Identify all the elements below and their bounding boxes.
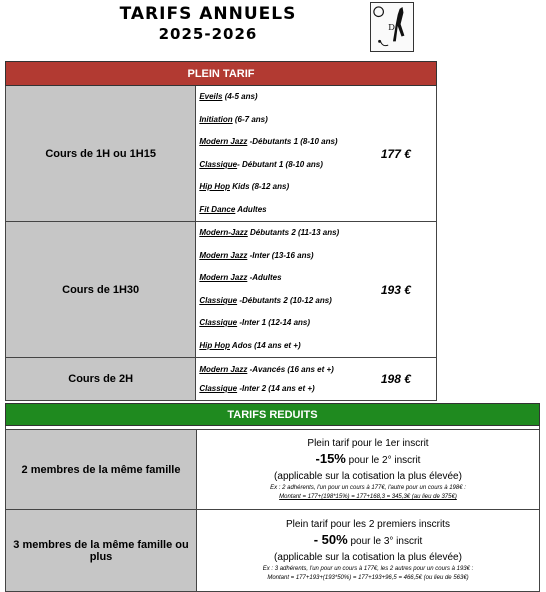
plein-tarif-header: PLEIN TARIF	[6, 62, 437, 86]
discount-detail	[197, 430, 540, 510]
row-label: Cours de 2H	[6, 358, 196, 401]
title-block	[0, 4, 416, 44]
discount-percent-line: -15% pour le 2° inscrit	[315, 451, 421, 466]
list-item: Modern Jazz -Avancés (16 ans et +)	[199, 365, 334, 374]
discount-note: (applicable sur la cotisation la plus élevée)	[274, 471, 462, 482]
row-label: 3 membres de la même famille ou plus	[6, 510, 197, 592]
discount-percent: -15%	[315, 451, 346, 466]
list-item: Modern Jazz -Inter (13-16 ans)	[199, 250, 314, 260]
page-subtitle-year: 2025-2026	[158, 25, 258, 43]
row-label: 2 membres de la même famille	[6, 430, 197, 510]
tarifs-reduits-header: TARIFS REDUITS	[6, 404, 540, 426]
discount-note: (applicable sur la cotisation la plus élevée)	[274, 552, 462, 563]
table-row	[6, 222, 437, 358]
tarifs-reduits-table	[5, 403, 540, 592]
discount-percent-line: - 50% pour le 3° inscrit	[313, 532, 423, 547]
discount-line: Plein tarif pour les 2 premiers inscrits	[286, 519, 450, 530]
page-title: TARIFS ANNUELS	[119, 4, 297, 24]
course-list	[196, 358, 356, 401]
list-item: Modern-Jazz Débutants 2 (11-13 ans)	[199, 228, 340, 237]
list-item: Hip Hop Ados (14 ans et +)	[199, 340, 301, 350]
discount-percent: - 50%	[313, 532, 348, 547]
table-row	[6, 358, 437, 401]
row-label: Cours de 1H30	[6, 222, 196, 358]
price-value: 193 €	[356, 222, 437, 358]
discount-montant: Montant = 177+(198*15%) = 177+168,3 = 345,3€ (au lieu de 375€)	[279, 494, 457, 500]
list-item: Eveils (4-5 ans)	[199, 92, 258, 101]
dancer-logo-icon	[371, 3, 413, 51]
list-item: Initiation (6-7 ans)	[199, 114, 268, 124]
price-value: 177 €	[356, 86, 437, 222]
discount-detail	[197, 510, 540, 592]
table-row	[6, 430, 540, 510]
course-list	[196, 86, 356, 222]
row-label: Cours de 1H ou 1H15	[6, 86, 196, 222]
price-value: 198 €	[356, 358, 437, 401]
list-item: Fit Dance Adultes	[199, 204, 267, 214]
list-item: Modern Jazz -Adultes	[199, 273, 282, 282]
list-item: Classique -Débutants 2 (10-12 ans)	[199, 295, 332, 305]
plein-tarif-table	[5, 61, 437, 401]
discount-line: Plein tarif pour le 1er inscrit	[307, 438, 429, 449]
logo-letter: D	[388, 22, 396, 33]
list-item: Classique -Inter 1 (12-14 ans)	[199, 318, 311, 327]
list-item: Hip Hop Kids (8-12 ans)	[199, 182, 290, 191]
discount-example: Ex : 3 adhérents, l'un pour un cours à 177€, les 2 autres pour un cours à 193€ :	[262, 566, 474, 572]
list-item: Classique- Débutant 1 (8-10 ans)	[199, 159, 323, 169]
list-item: Modern Jazz -Débutants 1 (8-10 ans)	[199, 137, 338, 146]
table-row	[6, 86, 437, 222]
list-item: Classique -Inter 2 (14 ans et +)	[199, 384, 315, 393]
school-logo	[370, 2, 414, 52]
course-list	[196, 222, 356, 358]
table-row	[6, 510, 540, 592]
discount-example: Ex : 2 adhérents, l'un pour un cours à 177€, l'autre pour un cours à 198€ :	[270, 485, 466, 491]
discount-montant: Montant = 177+193+(193*50%) = 177+193+96,5 = 466,5€ (ou lieu de 563€)	[267, 575, 469, 581]
